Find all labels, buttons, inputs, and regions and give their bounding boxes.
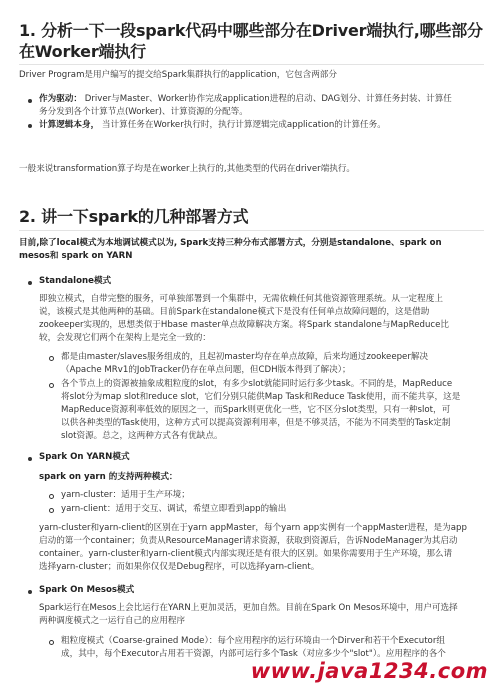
bullet-dot: [28, 457, 32, 461]
section1-title-line2: 在Worker端执行: [19, 42, 146, 61]
mesos-desc-line: Spark运行在Mesos上会比运行在YARN上更加灵活，更加自然。目前在Spark On Mesos环境中，用户可选择: [39, 603, 458, 613]
section2-divider: [19, 230, 484, 231]
section1-divider: [19, 64, 484, 65]
standalone-sub2-line: 将slot分为map slot和reduce slot，它们分别只能供Map Task和Reduce Task使用，而不能共享，这是: [61, 392, 461, 402]
sub-bullet-circle: [49, 356, 54, 361]
mesos-sub1-line: 粗粒度模式（Coarse-grained Mode）：每个应用程序的运行环境由一个Dirver和若干个Executor组: [61, 636, 445, 646]
section1-title-line1: 1. 分析一下一段spark代码中哪些部分在Driver端执行,哪些部分: [19, 21, 483, 40]
section1-summary: 一般来说transformation算子均是在worker上执行的,其他类型的代码在driver端执行。: [19, 164, 356, 174]
section2-lead-line2: mesos和 spark on YARN: [19, 251, 133, 261]
bullet-dot: [28, 124, 32, 128]
bullet-dot: [28, 590, 32, 594]
standalone-sub2-line: MapReduce资源利率低效的原因之一，而Spark则更优化一些，它不区分slot类型，只有一种slot，可: [61, 405, 451, 415]
standalone-sub2-line: 以供各种类型的Task使用，这种方式可以提高资源利用率，但是不够灵活，不能为不同类型的Task定制: [61, 418, 451, 428]
bullet-dot: [28, 281, 32, 285]
sub-bullet-circle: [49, 494, 54, 499]
bullet-logic-text: 当计算任务在Worker执行时，执行计算逻辑完成application的计算任务。: [101, 120, 386, 130]
section2-lead-line1: 目前,除了local模式为本地调试模式以为, Spark支持三种分布式部署方式，分别是standalone、spark on: [19, 238, 442, 248]
yarn-subheading: spark on yarn 的支持两种模式：: [39, 472, 178, 482]
mesos-heading: Spark On Mesos模式: [39, 585, 135, 595]
sub-bullet-circle: [49, 383, 54, 388]
yarn-mode-client: yarn-client：适用于交互、调试，希望立即看到app的输出: [61, 504, 287, 514]
section2-title: 2. 讲一下spark的几种部署方式: [19, 207, 249, 226]
sub-bullet-circle: [49, 640, 54, 645]
bullet-driver-text: Driver与Master、Worker协作完成application进程的启动、DAG划分、计算任务封装、计算任: [84, 94, 452, 104]
yarn-desc-line: 选择yarn-cluster；而如果你仅仅是Debug程序，可以选择yarn-client。: [39, 562, 320, 572]
bullet-driver-line1: [39, 93, 452, 106]
section1-intro: Driver Program是用户编写的提交给Spark集群执行的application，它包含两部分: [19, 70, 337, 80]
yarn-desc-line: container。yarn-cluster和yarn-client模式内部实现还是有很大的区别。如果你需要用于生产环境，那么请: [39, 549, 453, 559]
yarn-desc-line: yarn-cluster和yarn-client的区别在于yarn appMaster，每个yarn app实例有一个appMaster进程，是为app: [39, 523, 467, 533]
yarn-mode-cluster: yarn-cluster：适用于生产环境；: [61, 490, 190, 500]
standalone-sub2-line: 各个节点上的资源被抽象成粗粒度的slot，有多少slot就能同时运行多少task。不同的是，MapReduce: [61, 379, 453, 389]
standalone-sub1-line: 都是由master/slaves服务组成的，且起初master均存在单点故障，后来均通过zookeeper解决: [61, 352, 429, 362]
watermark-text: www.java1234.com: [250, 659, 488, 683]
standalone-sub2-line: slot资源。总之，这两种方式各有优缺点。: [61, 431, 223, 441]
mesos-desc-line: 两种调度模式之一运行自己的应用程序: [39, 616, 186, 626]
yarn-desc-line: 启动的第一个container；负责从ResourceManager请求资源，获取到资源后，告诉NodeManager为其启动: [39, 536, 458, 546]
standalone-desc-line: 即独立模式，自带完整的服务，可单独部署到一个集群中，无需依赖任何其他资源管理系统。从一定程度上: [39, 294, 443, 304]
standalone-desc-line: zookeeper实现的，思想类似于Hbase master单点故障解决方案。将Spark standalone与MapReduce比: [39, 320, 449, 330]
sub-bullet-circle: [49, 508, 54, 513]
mesos-sub1-line: 成，其中，每个Executor占用若干资源，内部可运行多个Task（对应多少个"slot"）。应用程序的各个: [61, 649, 446, 659]
bullet-driver-label: 作为驱动：: [39, 94, 82, 104]
bullet-dot: [28, 99, 32, 103]
bullet-logic-label: 计算逻辑本身，: [39, 120, 100, 130]
standalone-desc-line: 说，该模式是其他两种的基础。目前Spark在standalone模式下是没有任何单点故障问题的，这是借助: [39, 307, 430, 317]
standalone-sub1-line: （Apache MRv1的JobTracker仍存在单点问题，但CDH版本得到了解决）；: [61, 365, 351, 375]
yarn-heading: Spark On YARN模式: [39, 452, 130, 462]
bullet-driver-line2: 务分发到各个计算节点(Worker)、计算资源的分配等。: [39, 107, 248, 117]
bullet-logic-line: [39, 119, 386, 132]
standalone-desc-line: 较，会发现它们两个在架构上是完全一致的：: [39, 333, 211, 343]
standalone-heading: Standalone模式: [39, 276, 112, 286]
